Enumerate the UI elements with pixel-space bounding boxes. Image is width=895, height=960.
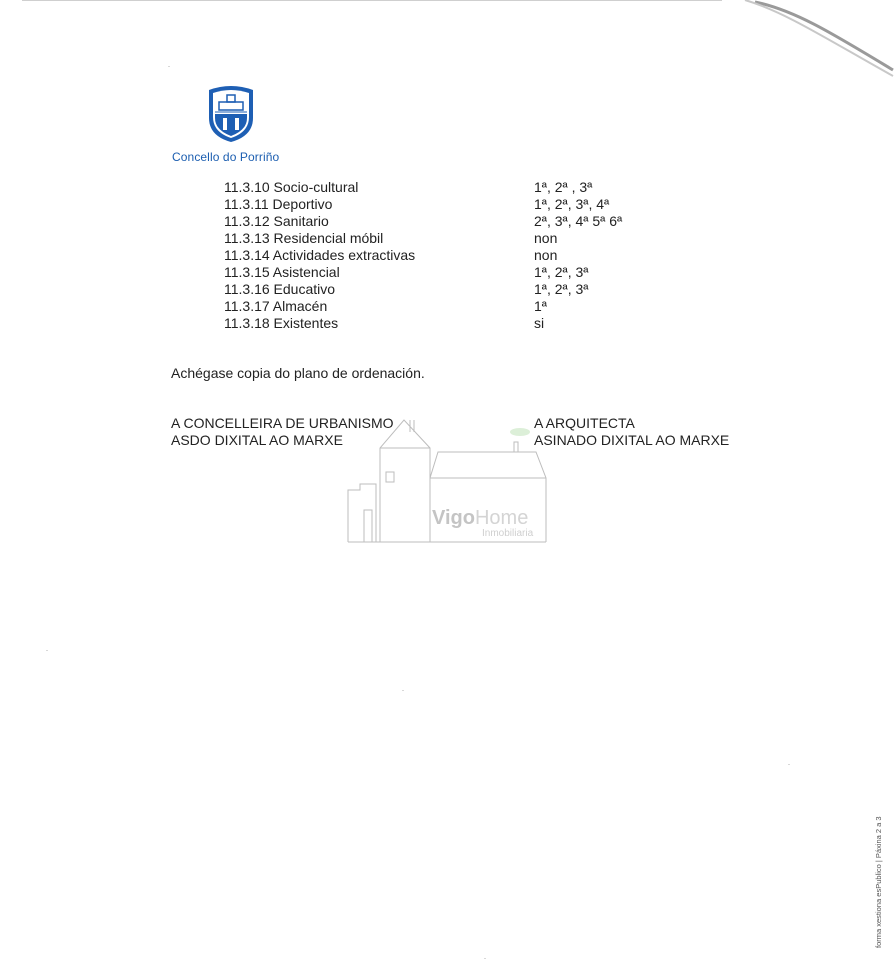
use-name: 11.3.15 Asistencial	[224, 264, 340, 280]
scan-speck	[402, 690, 404, 691]
use-value: 1ª, 2ª, 3ª, 4ª	[534, 196, 610, 212]
use-name: 11.3.17 Almacén	[224, 298, 328, 314]
signature-status: ASDO DIXITAL AO MARXE	[171, 432, 343, 448]
municipal-shield-icon	[205, 84, 257, 144]
use-value: 1ª, 2ª , 3ª	[534, 179, 593, 195]
use-value: 2ª, 3ª, 4ª 5ª 6ª	[534, 213, 623, 229]
scan-speck	[484, 958, 486, 959]
use-value: non	[534, 230, 558, 246]
use-name: 11.3.11 Deportivo	[224, 196, 333, 212]
use-name: 11.3.12 Sanitario	[224, 213, 329, 229]
use-name: 11.3.10 Socio-cultural	[224, 179, 359, 195]
watermark-sub: Inmobiliaria	[482, 528, 534, 539]
scan-speck	[788, 764, 790, 765]
page-side-note: forma xestiona esPublico | Páxina 2 a 3	[874, 816, 883, 948]
attachment-note: Achégase copia do plano de ordenación.	[171, 365, 425, 381]
page-curl-shadow	[715, 0, 895, 80]
watermark-brand-light: Home	[474, 507, 529, 529]
use-name: 11.3.16 Educativo	[224, 281, 336, 297]
use-value: 1ª	[534, 298, 547, 314]
use-value: non	[534, 247, 558, 263]
use-value: 1ª, 2ª, 3ª	[534, 281, 589, 297]
signature-title: A ARQUITECTA	[534, 415, 635, 431]
signature-status: ASINADO DIXITAL AO MARXE	[534, 432, 730, 448]
scan-speck	[168, 66, 170, 67]
use-name: 11.3.13 Residencial móbil	[224, 230, 384, 246]
watermark-brand-bold: Vigo	[432, 507, 475, 529]
signature-right	[534, 415, 729, 449]
signature-title: A CONCELLEIRA DE URBANISMO	[171, 415, 394, 431]
watermark-brand	[432, 507, 528, 530]
use-value: si	[534, 315, 545, 331]
top-rule	[22, 0, 722, 1]
municipality-caption: Concello do Porriño	[172, 150, 280, 164]
signature-left	[171, 415, 394, 449]
use-name: 11.3.14 Actividades extractivas	[224, 247, 416, 263]
scan-speck	[46, 650, 48, 651]
use-name: 11.3.18 Existentes	[224, 315, 339, 331]
use-value: 1ª, 2ª, 3ª	[534, 264, 589, 280]
